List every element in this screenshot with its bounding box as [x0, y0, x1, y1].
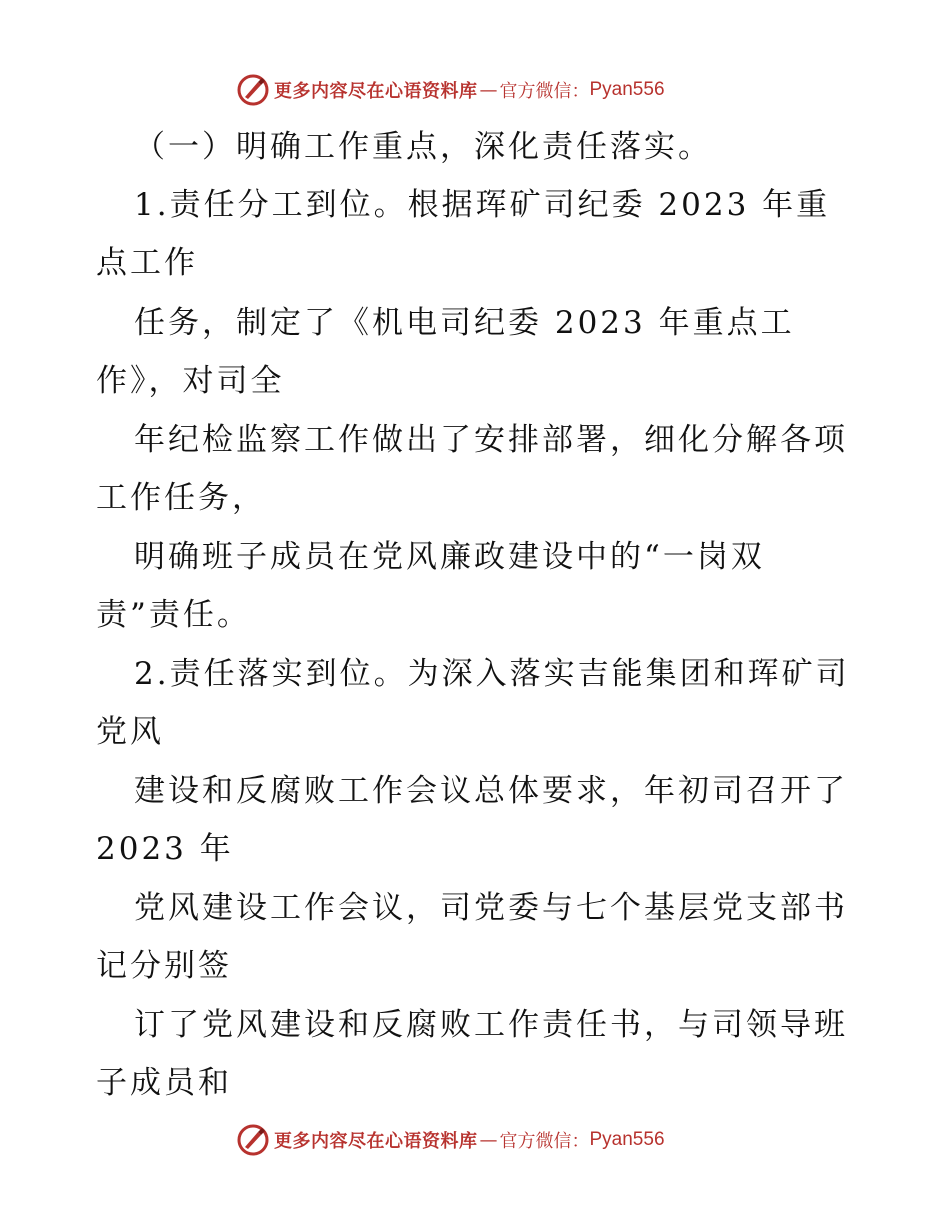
body-line: 订了党风建设和反腐败工作责任书，与司领导班 — [134, 1007, 848, 1043]
body-line: 1.责任分工到位。根据珲矿司纪委 2023 年重 — [134, 187, 831, 223]
watermark-id: Pyan556 — [589, 1129, 665, 1150]
body-line: 明确班子成员在党风廉政建设中的“一岗双 — [134, 539, 765, 575]
body-line: 2.责任落实到位。为深入落实吉能集团和珲矿司 — [134, 656, 850, 692]
watermark-brand: 更多内容尽在心语资料库 — [274, 81, 478, 102]
watermark-brand: 更多内容尽在心语资料库 — [274, 1131, 478, 1152]
body-line: 党风建设工作会议，司党委与七个基层党支部书 — [134, 890, 848, 926]
watermark-id: Pyan556 — [589, 79, 665, 100]
body-line: 点工作 — [96, 245, 198, 281]
body-line: 建设和反腐败工作会议总体要求，年初司召开了 — [134, 773, 848, 809]
body-line: （一）明确工作重点，深化责任落实。 — [134, 129, 712, 165]
body-line: 记分别签 — [96, 948, 232, 984]
body-line: 责”责任。 — [96, 597, 251, 633]
watermark-dash: — — [479, 79, 498, 101]
body-line: 作》，对司全 — [96, 363, 285, 399]
body-line: 党风 — [96, 714, 164, 750]
body-line: 工作任务， — [96, 480, 266, 516]
body-line: 子成员和 — [96, 1065, 232, 1101]
footer-watermark — [236, 1122, 665, 1158]
watermark-label: 官方微信： — [499, 81, 590, 102]
body-line: 任务，制定了《机电司纪委 2023 年重点工 — [134, 305, 795, 341]
watermark-label: 官方微信： — [499, 1131, 590, 1152]
body-line: 2023 年 — [96, 831, 234, 867]
body-line: 年纪检监察工作做出了安排部署，细化分解各项 — [134, 422, 848, 458]
watermark-dash: — — [479, 1129, 498, 1151]
logo-icon — [236, 1123, 270, 1157]
